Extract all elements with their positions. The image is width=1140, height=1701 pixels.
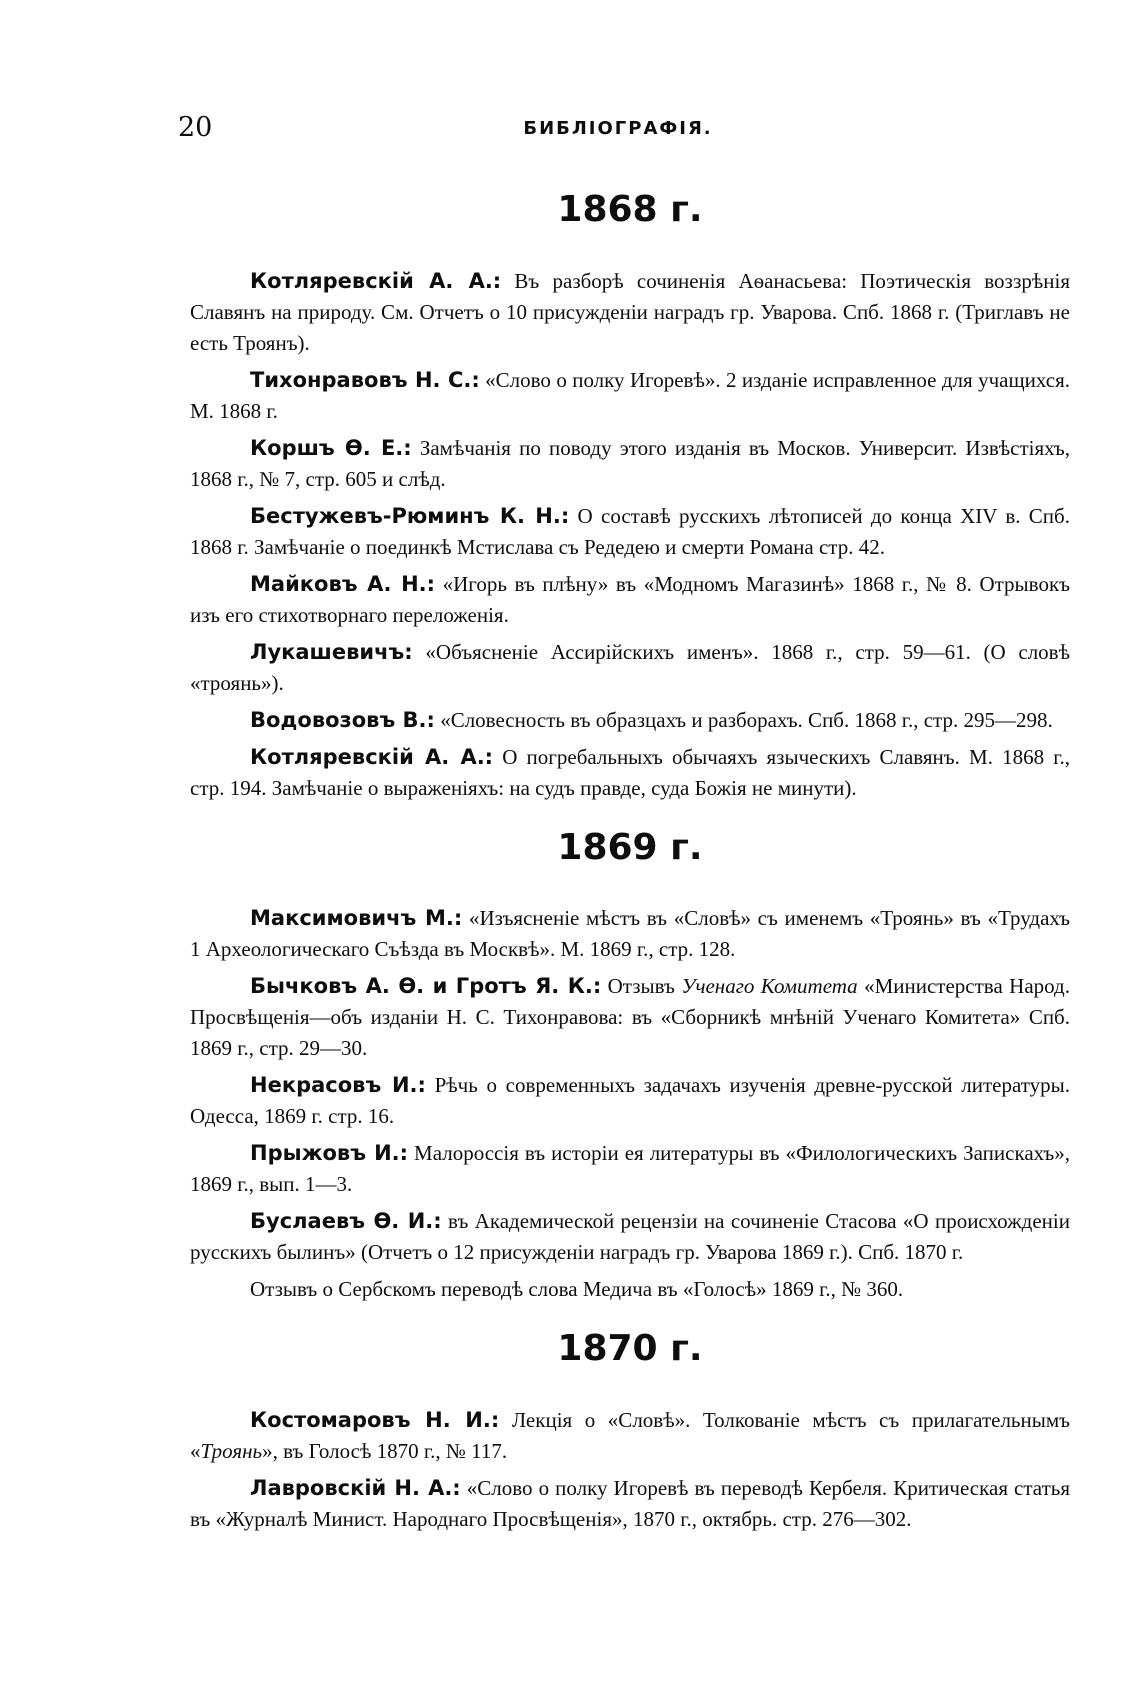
entry-text: Малороссія въ исторіи ея литературы въ «Филологическихъ Запискахъ», 1869 г., вып. 1—3.: [190, 1141, 1070, 1197]
entry-text-before: Отзывъ: [601, 974, 682, 999]
bibliography-entry: [190, 501, 1070, 563]
entry-author: Некрасовъ И.:: [250, 1073, 426, 1098]
entry-author: Костомаровъ Н. И.:: [250, 1407, 500, 1432]
bibliography-entry: [190, 1138, 1070, 1200]
entry-text: Отзывъ о Сербскомъ переводѣ слова Медича въ «Голосѣ» 1869 г., № 360.: [250, 1277, 904, 1302]
entry-text: «Игорь въ плѣну» въ «Модномъ Магазинѣ» 1868 г., № 8. Отрывокъ изъ его стихотворнаго переложенія.: [190, 571, 1070, 627]
entry-text: «Слово о полку Игоревѣ». 2 изданіе исправленное для учащихся. М. 1868 г.: [190, 367, 1070, 423]
bibliography-entry: [190, 1206, 1070, 1268]
bibliography-entry: [190, 637, 1070, 699]
bibliography-entry: [190, 1473, 1070, 1535]
bibliography-entry: [190, 1070, 1070, 1132]
entry-text: О погребальныхъ обычаяхъ языческихъ Славянъ. М. 1868 г., стр. 194. Замѣчаніе о выраженіяхъ: на судъ правде, суда Божія не минути).: [190, 744, 1070, 800]
entry-author: Водовозовъ В.:: [250, 707, 435, 732]
entry-text: «Слово о полку Игоревѣ въ переводѣ Кербеля. Критическая статья въ «Журналѣ Минист. Народнаго Просвѣщенія», 1870 г., октябрь. стр. 276—302.: [190, 1475, 1070, 1531]
bibliography-entry: [190, 1274, 1070, 1305]
entry-author: Котляревскій А. А.:: [250, 744, 494, 769]
entry-italic-text: Троянь: [200, 1438, 263, 1463]
bibliography-entry: [190, 903, 1070, 965]
entry-author: Лукашевичъ:: [250, 639, 413, 664]
entry-author: Буслаевъ Ѳ. И.:: [250, 1209, 442, 1234]
entry-author: Бестужевъ-Рюминъ К. Н.:: [250, 503, 570, 528]
entry-italic-text: Ученаго Комитета: [681, 974, 858, 999]
entry-text: », въ Голосѣ 1870 г., № 117.: [262, 1438, 508, 1463]
entry-text: Рѣчь о современныхъ задачахъ изученія древне-русской литературы. Одесса, 1869 г. стр. 16.: [190, 1073, 1070, 1129]
year-heading: 1868 г.: [557, 189, 703, 230]
bibliography-entry: [190, 971, 1070, 1064]
entry-author: Тихонравовъ Н. С.:: [250, 367, 480, 392]
bibliography-entry: [190, 433, 1070, 495]
bibliography-entry: [190, 569, 1070, 631]
entry-author: Котляревскій А. А.:: [250, 268, 502, 293]
entry-author: Бычковъ А. Ѳ. и Гротъ Я. К.:: [250, 974, 602, 999]
entry-author: Лавровскій Н. А.:: [250, 1475, 461, 1500]
entry-text: «Министерства Народ. Просвѣщенія—объ изданіи Н. С. Тихонравова: въ «Сборникѣ мнѣній Ученаго Комитета» Спб. 1869 г., стр. 29—30.: [190, 974, 1070, 1061]
bibliography-body: [190, 190, 1070, 1541]
entry-author: Прыжовъ И.:: [250, 1141, 409, 1166]
running-title: БИБЛІОГРАФІЯ.: [523, 118, 713, 139]
entry-text: Замѣчанія по поводу этого изданія въ Москов. Университ. Извѣстіяхъ, 1868 г., № 7, стр. 605 и слѣд.: [190, 435, 1070, 491]
bibliography-entry: [190, 705, 1070, 736]
entry-text: въ Академической рецензіи на сочиненіе Стасова «О происхожденіи русскихъ былинъ» (Отчетъ о 12 присужденіи наградъ гр. Уварова 1869 г.). Спб. 1870 г.: [190, 1209, 1070, 1265]
entry-text: О составѣ русскихъ лѣтописей до конца XIV в. Спб. 1868 г. Замѣчаніе о поединкѣ Мстислава съ Редедею и смерти Романа стр. 42.: [190, 503, 1070, 559]
entry-author: Максимовичъ М.:: [250, 906, 463, 931]
entry-text-before: Лекція о «Словѣ». Толкованіе мѣстъ съ прилагательнымъ «: [190, 1407, 1070, 1463]
page-number: 20: [178, 112, 213, 143]
year-heading: 1869 г.: [557, 826, 703, 868]
year-heading: 1870 г.: [557, 1328, 703, 1370]
bibliography-entry: [190, 1405, 1070, 1467]
bibliography-entry: [190, 266, 1070, 359]
entry-text: «Объясненіе Ассирійскихъ именъ». 1868 г., стр. 59—61. (О словѣ «троянь»).: [190, 639, 1070, 695]
entry-text: «Изъясненіе мѣстъ въ «Словѣ» съ именемъ «Троянь» въ «Трудахъ 1 Археологическаго Съѣзда въ Москвѣ». М. 1869 г., стр. 128.: [190, 906, 1070, 962]
entry-author: Коршъ Ѳ. Е.:: [250, 435, 412, 460]
entry-author: Майковъ А. Н.:: [250, 571, 436, 596]
entry-text: «Словесность въ образцахъ и разборахъ. Спб. 1868 г., стр. 295—298.: [434, 707, 1053, 732]
bibliography-entry: [190, 365, 1070, 427]
running-header: [178, 112, 1058, 152]
bibliography-entry: [190, 742, 1070, 804]
entry-text: Въ разборѣ сочиненія Аѳанасьева: Поэтическія воззрѣнія Славянъ на природу. См. Отчетъ о 10 присужденіи наградъ гр. Уварова. Спб. 1868 г. (Триглавъ не есть Троянъ).: [190, 268, 1070, 355]
